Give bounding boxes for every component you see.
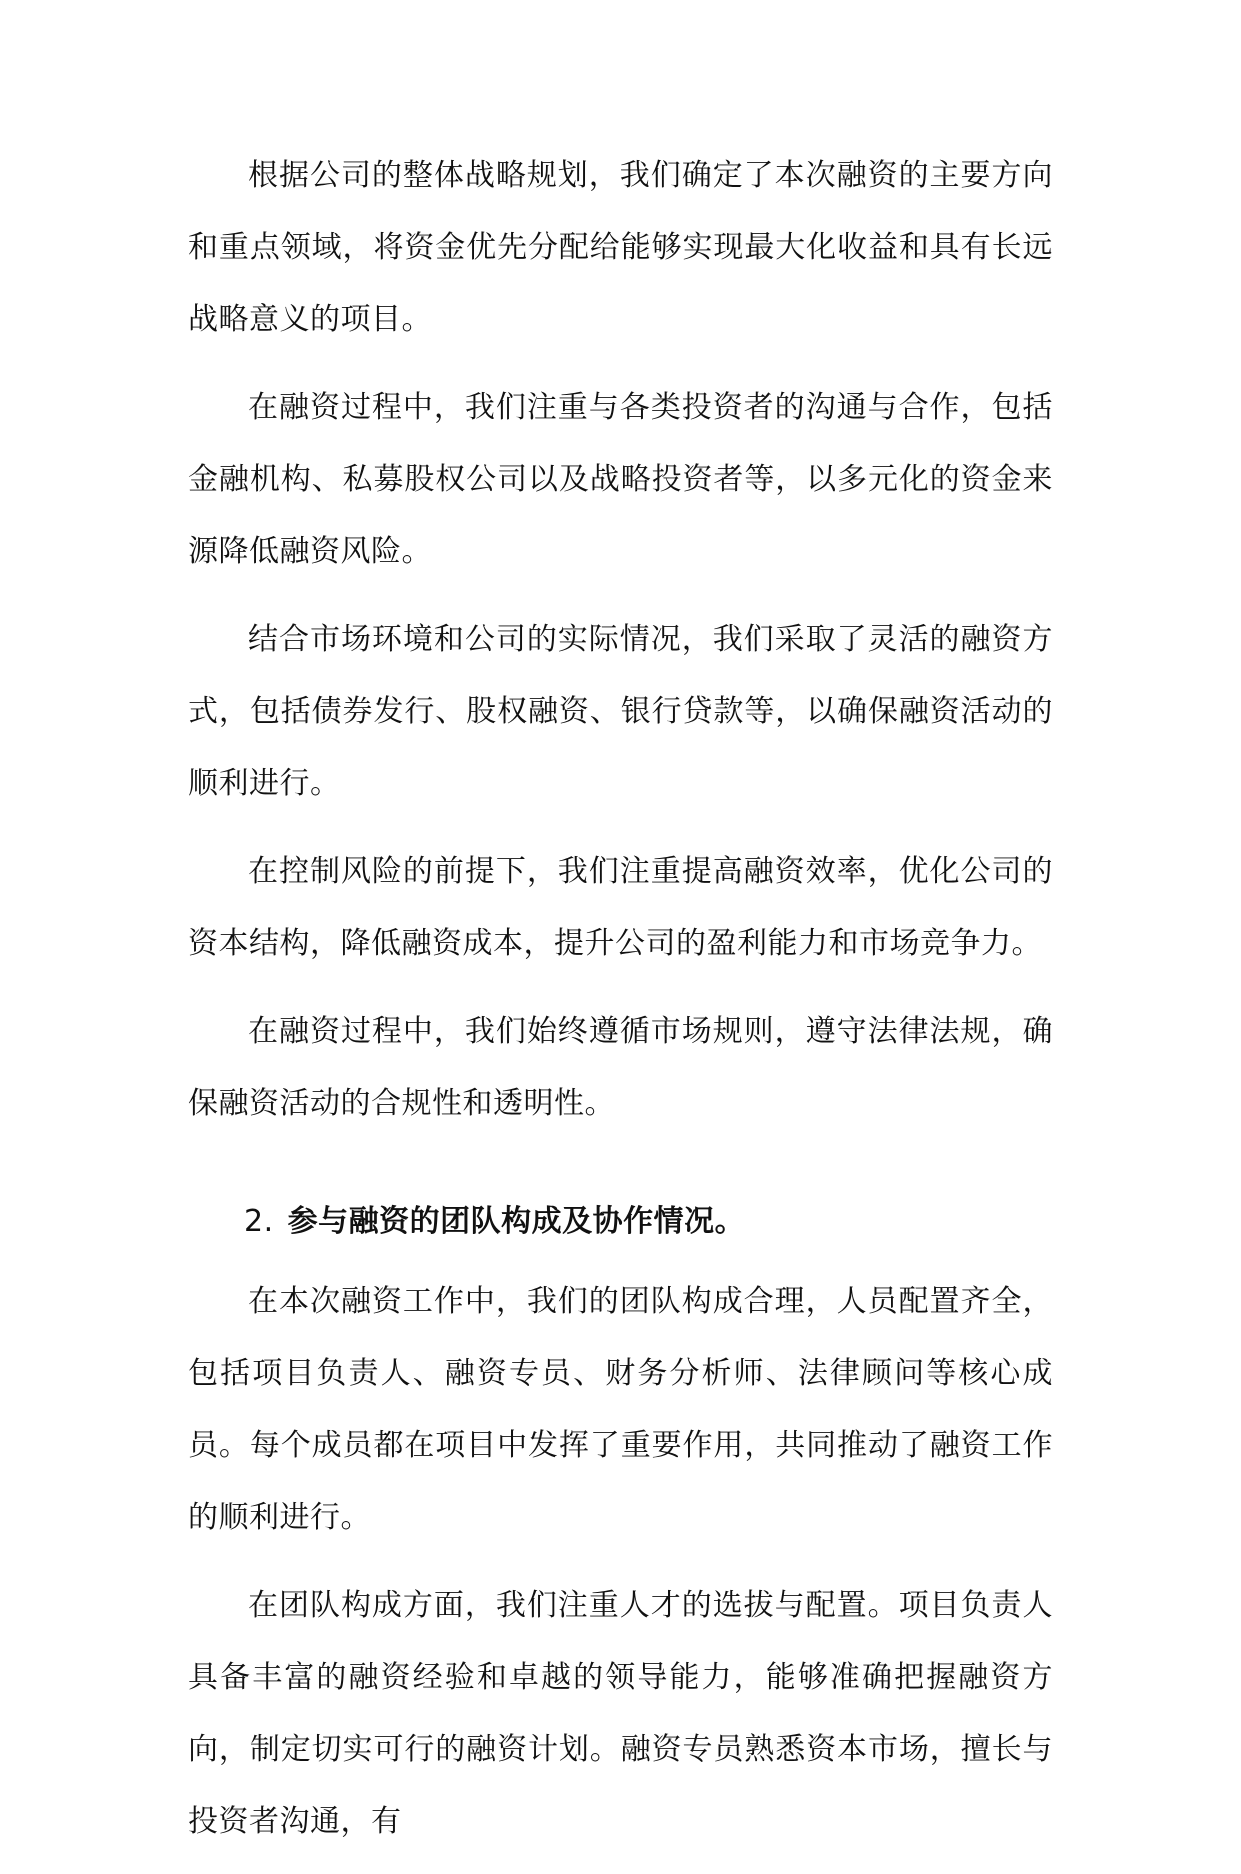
- document-page: [188, 140, 1053, 1874]
- section-number: 2.: [244, 1204, 274, 1239]
- paragraph-compliance: 在融资过程中，我们始终遵循市场规则，遵守法律法规，确保融资活动的合规性和透明性。: [188, 1014, 1053, 1121]
- paragraph-risk-control: 在控制风险的前提下，我们注重提高融资效率，优化公司的资本结构，降低融资成本，提升公司的盈利能力和市场竞争力。: [188, 854, 1053, 961]
- paragraph-team-composition: 在本次融资工作中，我们的团队构成合理，人员配置齐全，包括项目负责人、融资专员、财务分析师、法律顾问等核心成员。每个成员都在项目中发挥了重要作用，共同推动了融资工作的顺利进行。: [188, 1284, 1053, 1535]
- paragraph-investor-communication: 在融资过程中，我们注重与各类投资者的沟通与合作，包括金融机构、私募股权公司以及战略投资者等，以多元化的资金来源降低融资风险。: [188, 390, 1053, 569]
- paragraph-talent-selection: 在团队构成方面，我们注重人才的选拔与配置。项目负责人具备丰富的融资经验和卓越的领导能力，能够准确把握融资方向，制定切实可行的融资计划。融资专员熟悉资本市场，擅长与投资者沟通，有: [188, 1588, 1053, 1839]
- section-heading: [244, 1186, 1053, 1258]
- section-title: 参与融资的团队构成及协作情况。: [287, 1204, 746, 1239]
- paragraph-strategy: 根据公司的整体战略规划，我们确定了本次融资的主要方向和重点领域，将资金优先分配给能够实现最大化收益和具有长远战略意义的项目。: [188, 158, 1053, 337]
- paragraph-financing-methods: 结合市场环境和公司的实际情况，我们采取了灵活的融资方式，包括债券发行、股权融资、银行贷款等，以确保融资活动的顺利进行。: [188, 622, 1053, 801]
